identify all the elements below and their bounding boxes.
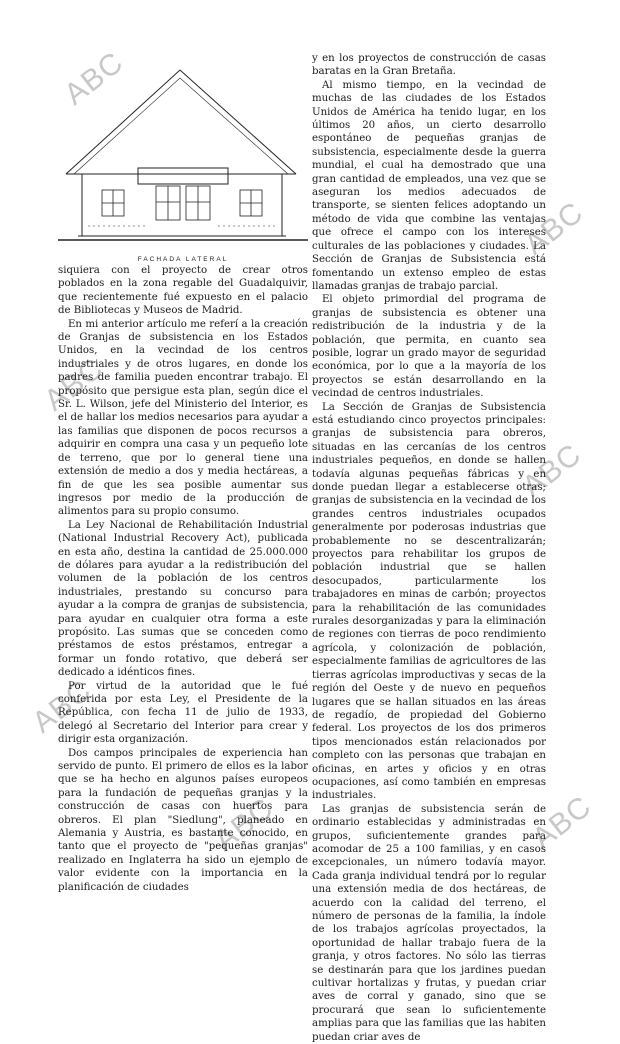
paragraph: Por virtud de la autoridad que le fué conferida por esta Ley, el Presidente de la República, con fecha 11 de julio de 1933, delegó al Secretario del Interior para crear y dirigir esta organización. (58, 680, 308, 746)
watermark: ABC (58, 45, 130, 112)
roof-outline (66, 70, 296, 174)
watermark: ABC (208, 791, 280, 858)
watermark: ABC (38, 351, 110, 418)
left-column (58, 264, 308, 894)
house-elevation-figure (58, 58, 308, 268)
paragraph: siquiera con el proyecto de crear otros poblados en la zona regable del Guadalquivir, que recientemente fué expuesto en el palacio de Bibliotecas y Museos de Madrid. (58, 265, 308, 317)
watermark: ABC (26, 673, 98, 740)
watermark: ABC (516, 437, 588, 504)
window-group (102, 186, 262, 220)
watermark: ABC (518, 195, 590, 262)
paragraph: En mi anterior artículo me referí a la creación de Granjas de subsistencia en los Estados Unidos, en la vecindad de los centros industriales y de otros lugares, en donde los padres de familia pueden encontrar trabajo. El propósito que persigue esta plan, según dice el Sr. L. Wilson, jefe del Ministerio del Interior, es el de hallar los medios necesarios para ayudar a las familias que disponen de pocos recursos a adquirir en compra una casa y un pequeño lote de terreno, que por lo general tiene una extensión de medio a dos y media hectáreas, a fin de que les sea posible aumentar sus ingresos por medio de la producción de alimentos para su propio consumo. (58, 318, 308, 518)
figure-caption: FACHADA LATERAL (137, 256, 229, 263)
roof-inner-line (74, 78, 288, 174)
right-column (312, 52, 546, 1044)
paragraph: Al mismo tiempo, en la vecindad de muchas de las ciudades de los Estados Unidos de América ha tenido lugar, en los últimos 20 años, un cierto desarrollo espontáneo de pequeñas granjas de subsistencia, especialmente desde la guerra mundial, el cual ha demostrado que una gran cantidad de empleados, una vez que se aseguran los medios adecuados de transporte, se sienten felices adoptando un método de vida que combine las ventajas que ofrece el campo con los intereses culturales de las poblaciones y ciudades. La Sección de Granjas de Subsistencia está fomentando un extenso empleo de estas llamadas granjas de trabajo parcial. (312, 79, 546, 292)
paragraph: Dos campos principales de experiencia han servido de punto. El primero de ellos es la labor que se ha hecho en algunos países europeos para la fundación de pequeñas granjas y la construcción de casas con huertos para obreros. El plan "Siedlung", planeado en Alemania y Austria, es bastante conocido, en tanto que el proyecto de "pequeñas granjas" realizado en Inglaterra ha sido un ejemplo de valor evidente con la importancia en la planificación de ciudades (58, 747, 308, 893)
paragraph: Las granjas de subsistencia serán de ordinario establecidas y administradas en grupos, suficientemente grandes para acomodar de 25 a 100 familias, y en casos excepcionales, un número todavía mayor. Cada granja individual tendrá por lo regular una extensión media de dos hectáreas, de acuerdo con la calidad del terreno, el número de personas de la familia, la índole de los trabajos agrícolas proyectados, la oportunidad de hallar trabajo fuera de la granja, y otros factores. No sólo las tierras se destinarán para que los jardines puedan cultivar hortalizas y frutas, y puedan criar aves de corral y ganado, sino que se procurará que sean lo suficientemente amplias para que las familias que las habiten puedan criar aves de (312, 803, 546, 1043)
house-drawing (58, 58, 308, 254)
paragraph: La Ley Nacional de Rehabilitación Industrial (National Industrial Recovery Act), publicada en esta año, destina la cantidad de 25.000.000 de dólares para ayudar a la redistribución del volumen de la población de los centros industriales, prestando su concurso para ayudar a la compra de granjas de subsistencia, para ayudar en cualquier otra forma a este propósito. Las sumas que se conceden como préstamos de estos préstamos, entregar a formar un fondo rotativo, que deberá ser dedicado a idénticos fines. (58, 519, 308, 679)
paragraph: La Sección de Granjas de Subsistencia está estudiando cinco proyectos principales: granjas de subsistencia para obreros, situadas en las cercanías de los centros industriales pequeños, en donde se hallen todavía algunas pequeñas fábricas y en donde puedan llegar a establecerse otras; granjas de subsistencia en la vecindad de los grandes centros industriales ocupados generalmente por poderosas industrias que probablemente no se descentralizarán; proyectos para rehabilitar los grupos de población industrial que se hallen desocupados, particularmente los trabajadores en minas de carbón; proyectos para la rehabilitación de las comunidades rurales desorganizadas y para la eliminación de regiones con tierras de poco rendimiento agrícola, y colonización de población, especialmente familias de agricultores de las tierras agrícolas improductivas y secas de la región del Oeste y de nuevo en pequeños lugares que se hallan situados en las áreas de regadío, de propiedad del Gobierno federal. Los proyectos de los dos primeros tipos mencionados están relacionados por completo con las personas que trabajan en oficinas, en artes y oficios y en otras ocupaciones, así como también en empresas industriales. (312, 401, 546, 802)
paragraph: y en los proyectos de construcción de casas baratas en la Gran Bretaña. (312, 53, 546, 78)
watermark: ABC (526, 789, 598, 856)
dormer (138, 168, 228, 184)
paragraph: El objeto primordial del programa de granjas de subsistencia es obtener una redistribución de la industria y de la población, que permita, en cuanto sea posible, lograr un grado mayor de seguridad económica, por lo que a la mayoría de los proyectos se están desarrollando en la vecindad de centros industriales. (312, 294, 546, 400)
